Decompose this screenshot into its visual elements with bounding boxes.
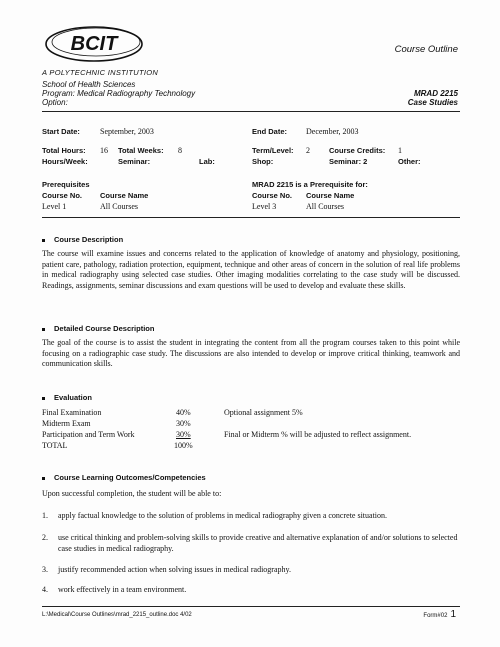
outcome-item: 2. use critical thinking and problem-solving skills to provide creative and alternative explanation of and/or solutions to selected case studies in medical radiography. bbox=[42, 533, 458, 553]
prerequisites-heading: Prerequisites bbox=[42, 180, 90, 189]
bullet-icon bbox=[42, 239, 45, 242]
page-number: 1 bbox=[450, 609, 456, 620]
outcome-item: 3. justify recommended action when solving issues in medical radiography. bbox=[42, 565, 291, 574]
doc-type: Course Outline bbox=[394, 44, 458, 55]
svg-text:BCIT: BCIT bbox=[70, 33, 118, 55]
prereq-for-course-name: All Courses bbox=[306, 202, 344, 211]
footer-form: Form#02 1 bbox=[423, 609, 456, 620]
prereq-course-name: All Courses bbox=[100, 202, 138, 211]
course-code: MRAD 2215 bbox=[413, 89, 458, 98]
total-weeks-label: Total Weeks: bbox=[118, 146, 164, 155]
eval-pct: 40% bbox=[176, 408, 191, 417]
program-name: Program: Medical Radiography Technology bbox=[42, 89, 196, 98]
evaluation-heading: Evaluation bbox=[42, 393, 92, 402]
outcomes-intro: Upon successful completion, the student will be able to: bbox=[42, 489, 222, 498]
detailed-description-text: The goal of the course is to assist the student in integrating the content from all the program courses taken to this point while focusing on a radiographic case study. The discussions are also intended to develop or improve critical thinking, teamwork and communication skills. bbox=[42, 338, 460, 368]
hours-week-label: Hours/Week: bbox=[42, 157, 88, 166]
total-hours-value: 16 bbox=[100, 146, 108, 155]
term-level-value: 2 bbox=[306, 146, 310, 155]
eval-note: Final or Midterm % will be adjusted to reflect assignment. bbox=[224, 430, 412, 439]
course-title: Case Studies bbox=[407, 98, 458, 107]
lab-label: Lab: bbox=[199, 157, 215, 166]
prereq-for-col-course-no: Course No. bbox=[252, 191, 293, 200]
total-hours-label: Total Hours: bbox=[42, 146, 86, 155]
school-name: School of Health Sciences bbox=[42, 80, 136, 89]
header-rule bbox=[42, 111, 460, 112]
prereq-col-course-name: Course Name bbox=[100, 191, 149, 200]
course-credits-label: Course Credits: bbox=[329, 146, 386, 155]
eval-item: Participation and Term Work bbox=[42, 430, 135, 439]
end-date-value: December, 2003 bbox=[306, 127, 359, 136]
prereq-col-course-no: Course No. bbox=[42, 191, 83, 200]
course-description-heading: Course Description bbox=[42, 235, 123, 244]
eval-pct: 30% bbox=[176, 419, 191, 428]
shop-label: Shop: bbox=[252, 157, 274, 166]
eval-pct: 30% bbox=[176, 430, 191, 439]
seminar-label: Seminar: bbox=[118, 157, 151, 166]
bcit-logo bbox=[42, 20, 152, 66]
course-description-text: The course will examine issues and concerns related to the application of knowledge of anatomy and physiology, positioning, patient care, pathology, radiation protection, equipment, technique and other areas of concern in the solution of real life problems in medical radiography using selected case studies. Other imaging modalities correlating to the case study will be discussed. Readings, assignments, seminar discussions and exam questions will be used to develop and evaluate these skills. bbox=[42, 249, 460, 290]
tagline: A POLYTECHNIC INSTITUTION bbox=[42, 68, 159, 77]
eval-item: Midterm Exam bbox=[42, 419, 91, 428]
start-date-label: Start Date: bbox=[42, 127, 80, 136]
option-label: Option: bbox=[42, 98, 68, 107]
outcomes-heading: Course Learning Outcomes/Competencies bbox=[42, 473, 206, 482]
other-label: Other: bbox=[398, 157, 421, 166]
start-date-value: September, 2003 bbox=[100, 127, 154, 136]
eval-note: Optional assignment 5% bbox=[224, 408, 303, 417]
eval-item: Final Examination bbox=[42, 408, 102, 417]
prereq-for-col-course-name: Course Name bbox=[306, 191, 355, 200]
prereq-for-course-no: Level 3 bbox=[252, 202, 277, 211]
footer-file-path: L:\Medical\Course Outlines\mrad_2215_outline.doc 4/02 bbox=[42, 612, 192, 618]
eval-item-total: TOTAL bbox=[42, 441, 68, 450]
eval-pct-total: 100% bbox=[174, 441, 193, 450]
bullet-icon bbox=[42, 397, 45, 400]
detailed-description-heading: Detailed Course Description bbox=[42, 324, 154, 333]
prereq-rule bbox=[42, 217, 460, 218]
footer-rule bbox=[42, 606, 460, 607]
end-date-label: End Date: bbox=[252, 127, 288, 136]
outcome-item: 1. apply factual knowledge to the solution of problems in medical radiography given a concrete situation. bbox=[42, 511, 388, 520]
bullet-icon bbox=[42, 477, 45, 480]
course-credits-value: 1 bbox=[398, 146, 402, 155]
outcome-item: 4. work effectively in a team environment. bbox=[42, 585, 187, 594]
seminar-hours-label: Seminar: 2 bbox=[329, 157, 368, 166]
term-level-label: Term/Level: bbox=[252, 146, 294, 155]
total-weeks-value: 8 bbox=[178, 146, 182, 155]
prereq-for-heading: MRAD 2215 is a Prerequisite for: bbox=[252, 180, 368, 189]
bullet-icon bbox=[42, 328, 45, 331]
prereq-course-no: Level 1 bbox=[42, 202, 67, 211]
